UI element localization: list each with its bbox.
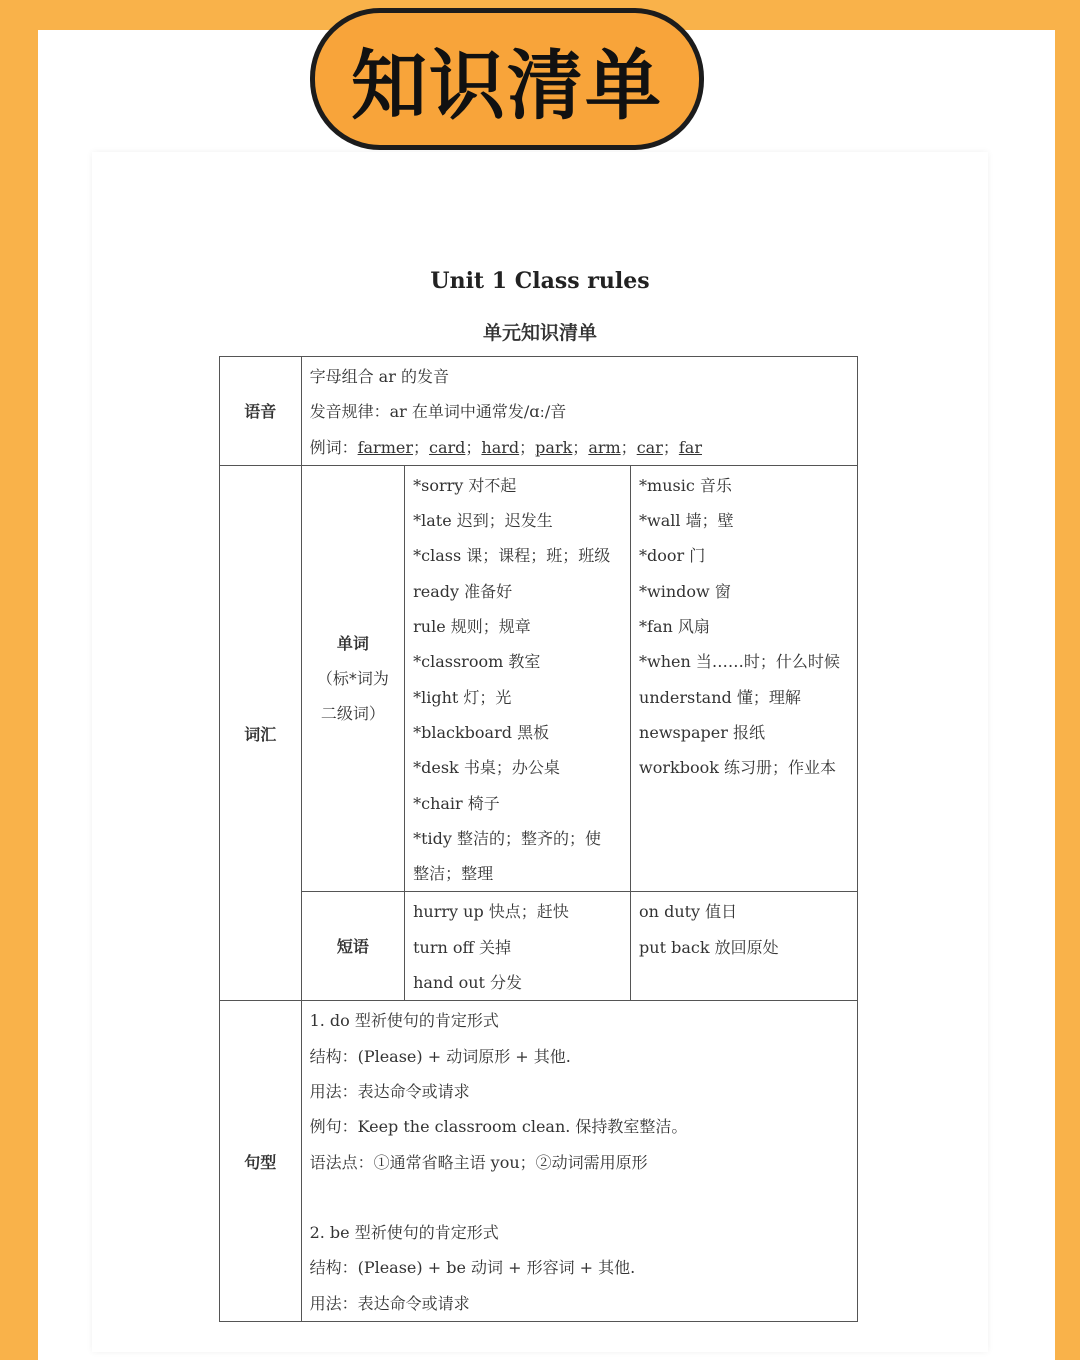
pronunciation-line: 字母组合 ar 的发音 [309, 367, 449, 386]
word-item: *window 窗 [639, 581, 731, 601]
word-item: *fan 风扇 [639, 617, 710, 637]
pronunciation-label: 语音 [220, 357, 302, 466]
phrase-item: on duty 值日 [639, 902, 738, 922]
word-item: *door 门 [639, 546, 706, 566]
pronunciation-line: 发音规律：ar 在单词中通常发/ɑː/音 [309, 402, 567, 422]
phrase-item: turn off 关掉 [413, 937, 511, 957]
sentence-line: 2. be 型祈使句的肯定形式 [309, 1223, 499, 1243]
pronunciation-examples [310, 430, 849, 465]
banner-title: 知识清单 [351, 40, 663, 130]
word-item: *blackboard 黑板 [413, 722, 550, 742]
document-title: Unit 1 Class rules [430, 268, 650, 294]
sentences-label: 句型 [220, 1001, 302, 1322]
word-item: understand 懂；理解 [639, 687, 801, 707]
vocabulary-words-row [220, 465, 858, 892]
example-word: park [535, 437, 573, 457]
sentences-content [301, 1001, 857, 1322]
phrase-item: hand out 分发 [413, 973, 523, 993]
word-item: *when 当……时；什么时候 [639, 652, 840, 672]
phrase-item: hurry up 快点；赶快 [413, 902, 569, 922]
sentence-line: 用法：表达命令或请求 [309, 1081, 470, 1101]
word-item: *light 灯；光 [413, 687, 512, 707]
word-item: *class 课；课程；班；班级 [413, 546, 611, 566]
example-word: car [636, 437, 663, 457]
banner [310, 8, 704, 150]
sentence-line: 结构：(Please) + 动词原形 + 其他. [309, 1046, 571, 1066]
word-item: *classroom 教室 [413, 652, 541, 672]
word-item: *tidy 整洁的；整齐的；使 [413, 828, 602, 848]
word-item: ready 准备好 [413, 581, 513, 601]
phrases-label: 短语 [336, 936, 369, 956]
example-word: hard [481, 437, 520, 457]
phrases-column-2 [631, 892, 858, 1001]
document-subtitle: 单元知识清单 [482, 322, 597, 344]
sentence-line: 1. do 型祈使句的肯定形式 [309, 1011, 499, 1031]
separator: ； [413, 437, 430, 457]
phrases-label-cell [301, 892, 405, 1001]
sentences-row [220, 1001, 858, 1322]
word-item: newspaper 报纸 [639, 722, 765, 742]
pronunciation-row [220, 357, 858, 466]
separator: ； [572, 437, 589, 457]
words-note: 二级词） [320, 704, 385, 724]
sentence-line: 用法：表达命令或请求 [309, 1293, 470, 1313]
word-item: 整洁；整理 [413, 864, 494, 884]
separator: ； [620, 437, 637, 457]
example-word: arm [588, 437, 621, 457]
word-item: *sorry 对不起 [413, 475, 517, 495]
words-label-cell [301, 465, 405, 892]
word-item: *wall 墙；壁 [639, 511, 734, 531]
sentence-line: 结构：(Please) + be 动词 + 形容词 + 其他. [309, 1258, 636, 1278]
sentence-line: 语法点：①通常省略主语 you；②动词需用原形 [309, 1152, 648, 1172]
pronunciation-content [301, 357, 857, 466]
sentence-line: 例句：Keep the classroom clean. 保持教室整洁。 [309, 1117, 688, 1137]
vocabulary-label: 词汇 [220, 465, 302, 1000]
word-item: *music 音乐 [639, 475, 732, 495]
words-column-2 [631, 465, 858, 892]
separator: ； [465, 437, 482, 457]
sentence-spacer [310, 1180, 849, 1215]
word-item: workbook 练习册；作业本 [639, 758, 837, 778]
word-item: *chair 椅子 [413, 793, 500, 813]
phrases-column-1 [405, 892, 631, 1001]
word-item: *desk 书桌；办公桌 [413, 758, 560, 778]
word-item: rule 规则；规章 [413, 617, 531, 637]
words-column-1 [405, 465, 631, 892]
example-word: farmer [357, 437, 413, 457]
example-word: card [429, 437, 466, 457]
knowledge-table [219, 356, 858, 1322]
examples-prefix: 例词： [309, 437, 358, 457]
separator: ； [662, 437, 679, 457]
example-word: far [678, 437, 702, 457]
separator: ； [519, 437, 536, 457]
words-label: 单词 [336, 634, 369, 654]
vocabulary-phrases-row [220, 892, 858, 1001]
phrase-item: put back 放回原处 [639, 937, 779, 957]
words-note: （标*词为 [316, 669, 389, 689]
word-item: *late 迟到；迟发生 [413, 511, 553, 531]
